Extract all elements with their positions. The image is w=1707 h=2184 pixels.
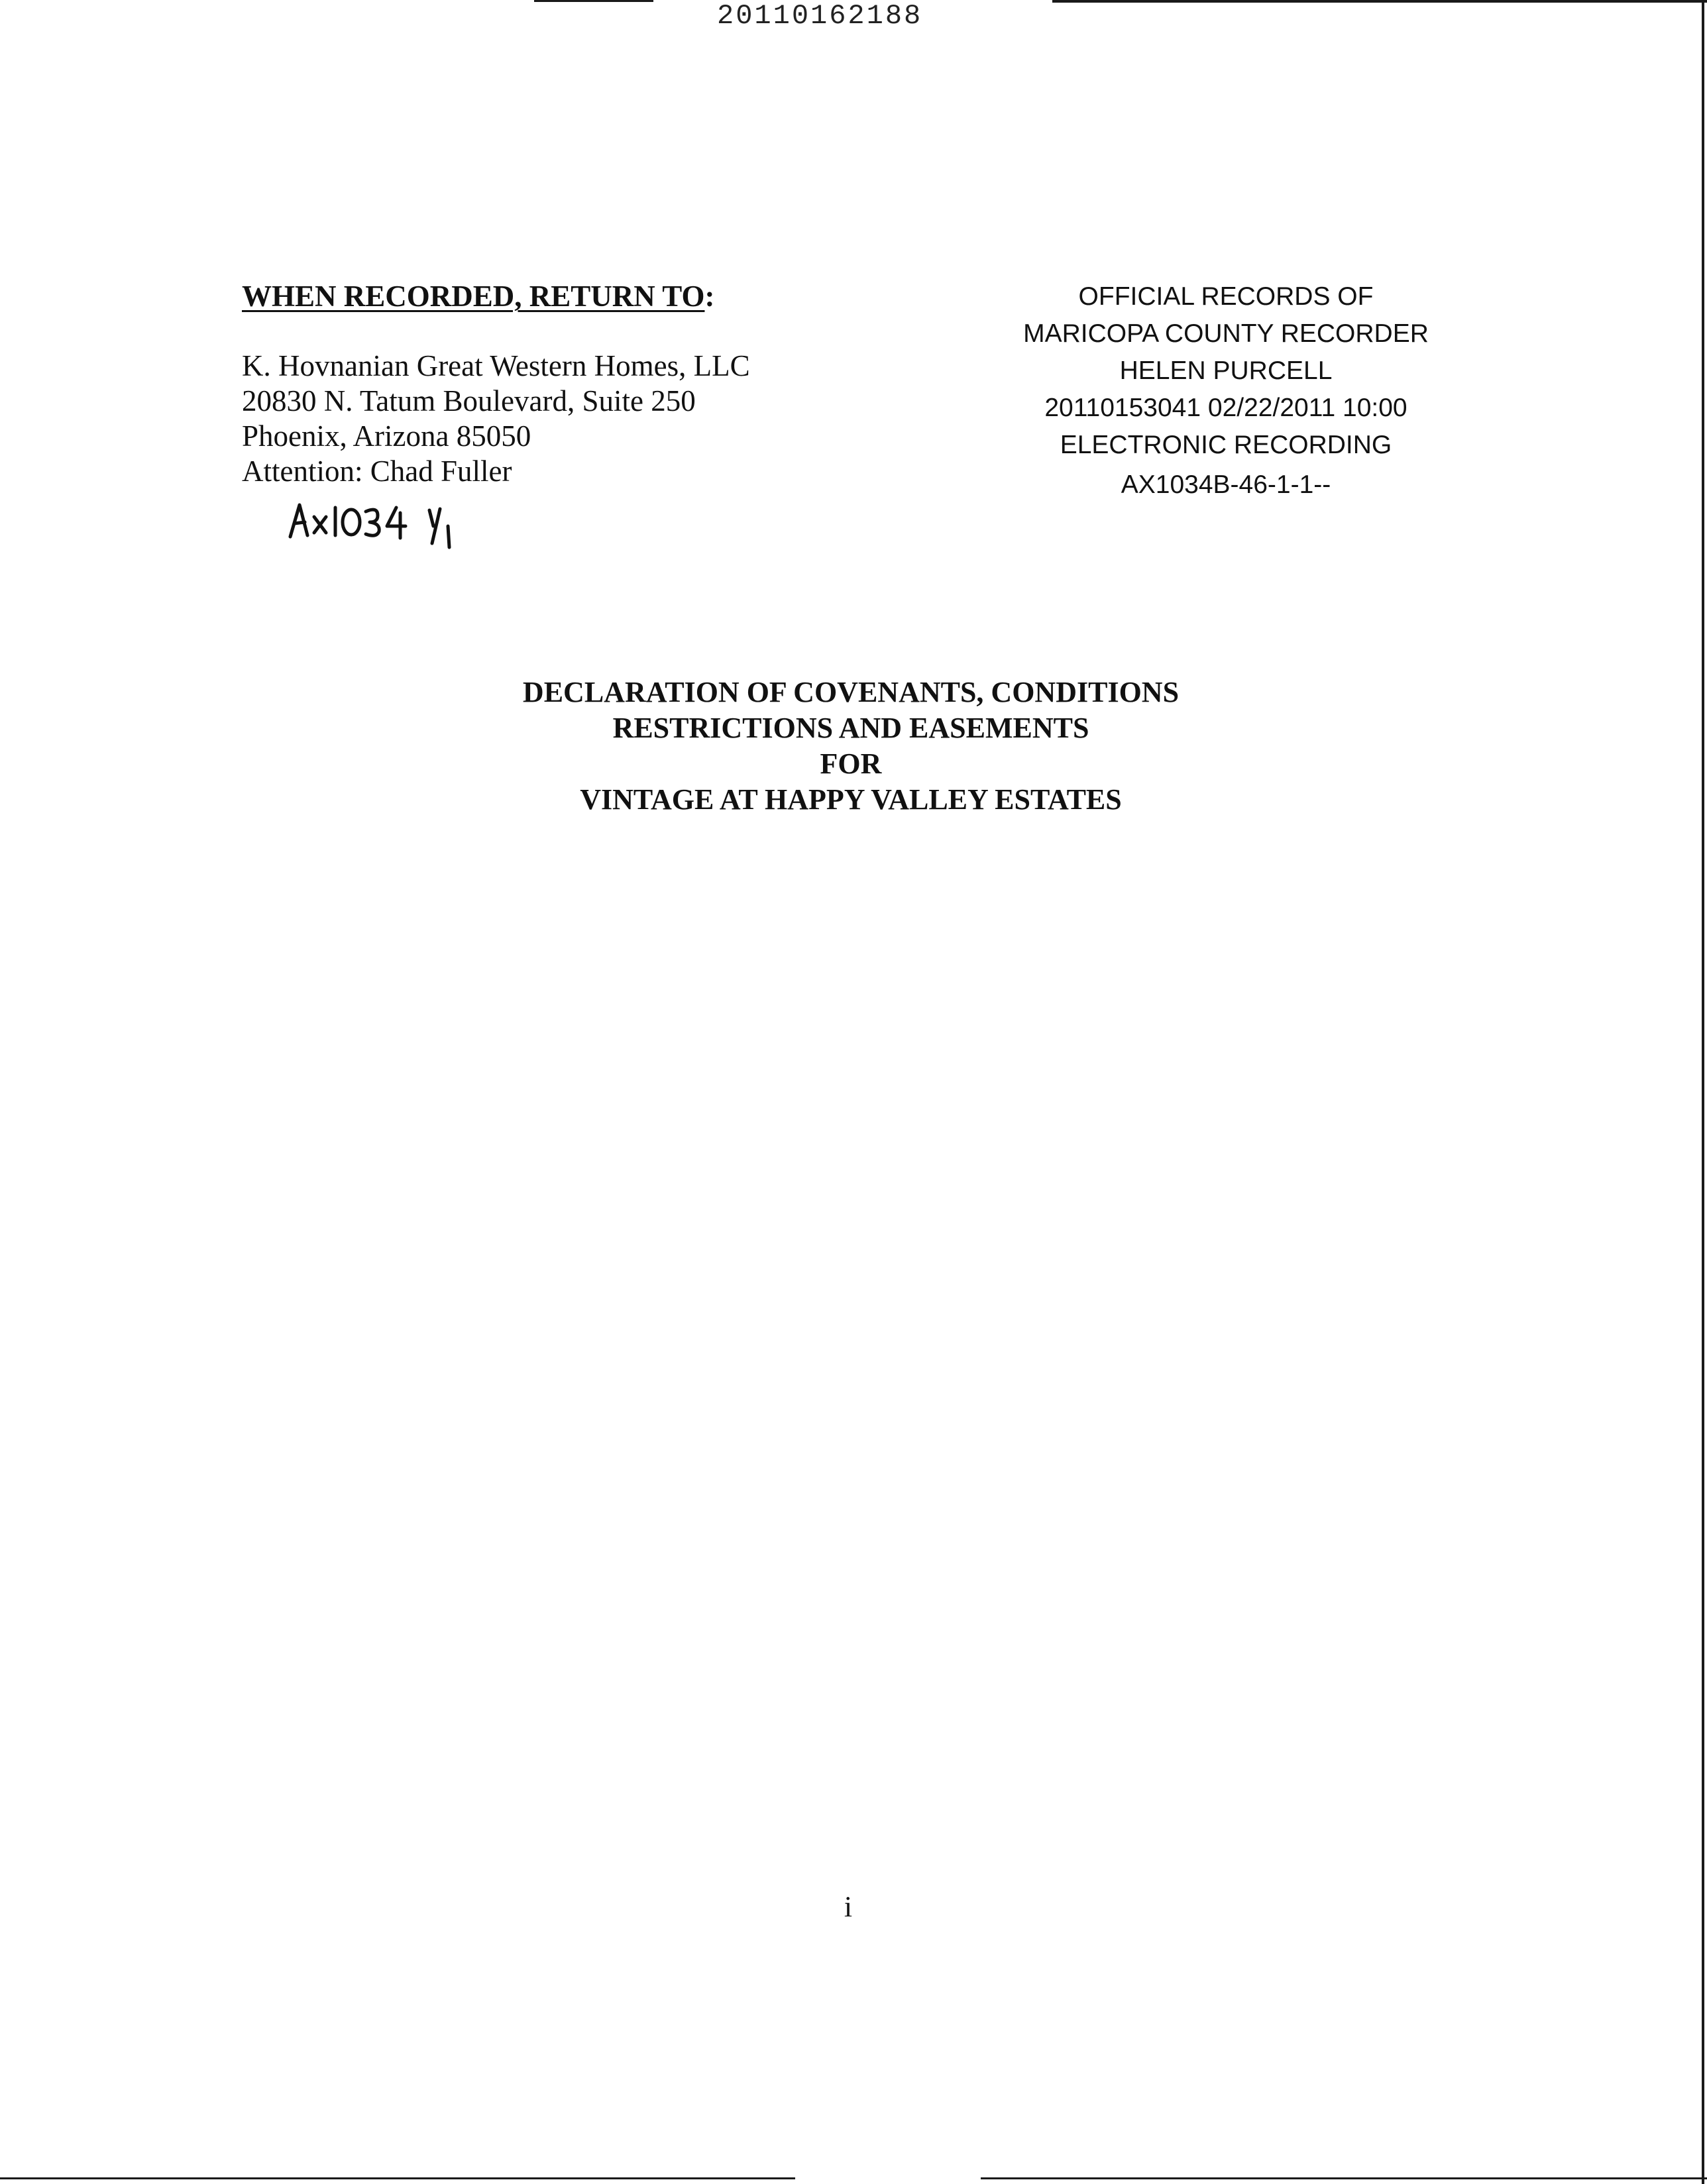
top-border-left (534, 0, 653, 2)
document-title (265, 675, 1437, 818)
recorder-line-2: MARICOPA COUNTY RECORDER (1023, 319, 1429, 348)
return-company: K. Hovnanian Great Western Homes, LLC (242, 349, 750, 382)
return-street: 20830 N. Tatum Boulevard, Suite 250 (242, 384, 696, 417)
top-border-right (1052, 0, 1707, 3)
return-to-heading (242, 278, 971, 314)
recorder-doc-id: AX1034B-46-1-1-- (1121, 470, 1331, 499)
page-number: i (844, 1890, 853, 1923)
bottom-border-right (981, 2177, 1707, 2179)
title-line-1: DECLARATION OF COVENANTS, CONDITIONS (522, 676, 1180, 708)
bottom-border-left (0, 2177, 795, 2179)
recorder-stamp (981, 278, 1471, 504)
title-line-3: FOR (820, 747, 882, 780)
handwritten-note (285, 497, 484, 550)
right-border (1702, 0, 1704, 2184)
recorder-line-3: HELEN PURCELL (1119, 356, 1333, 385)
title-line-4: VINTAGE AT HAPPY VALLEY ESTATES (580, 783, 1122, 816)
title-line-2: RESTRICTIONS AND EASEMENTS (612, 712, 1089, 744)
return-city: Phoenix, Arizona 85050 (242, 419, 531, 453)
return-to-heading-colon: : (704, 280, 715, 313)
recorder-line-1: OFFICIAL RECORDS OF (1078, 282, 1374, 311)
document-number: 20110162188 (717, 0, 923, 32)
return-to-block (242, 278, 971, 489)
recorder-line-5: ELECTRONIC RECORDING (1060, 431, 1392, 459)
recorder-line-4: 20110153041 02/22/2011 10:00 (1044, 394, 1407, 422)
return-to-heading-text: WHEN RECORDED, RETURN TO (242, 280, 705, 313)
return-attention: Attention: Chad Fuller (242, 455, 512, 488)
